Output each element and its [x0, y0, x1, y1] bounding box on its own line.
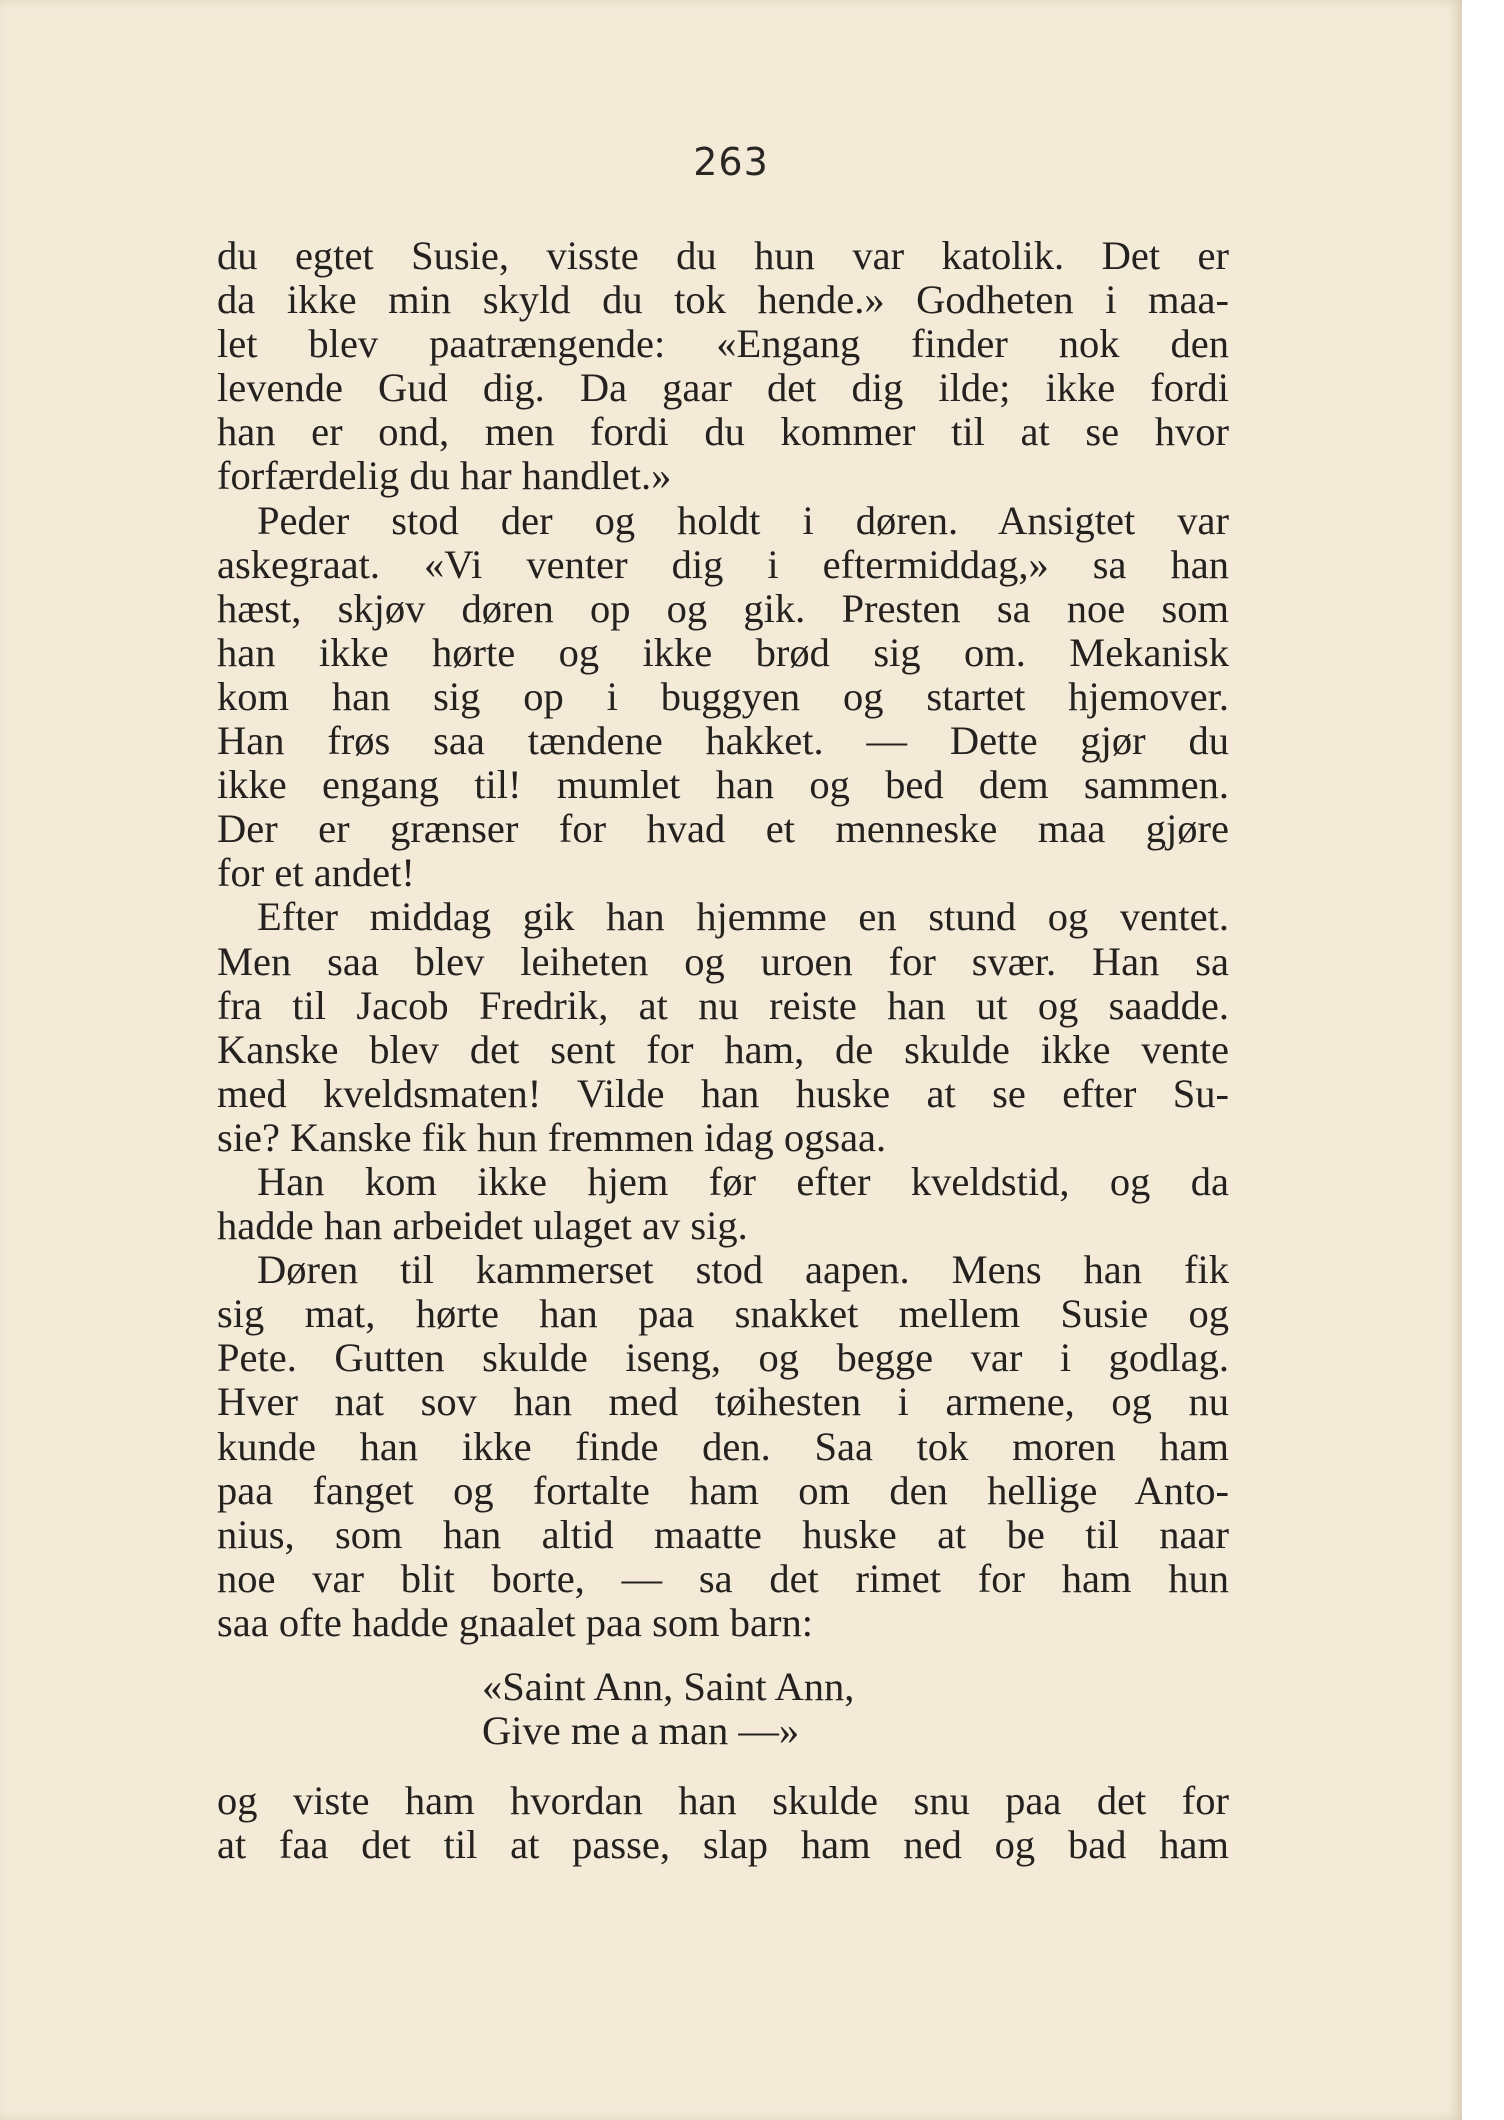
body-text-continued: [217, 1779, 1229, 1867]
text-line: da ikke min skyld du tok hende.» Godheten i maa-: [217, 277, 1229, 323]
text-line: Døren til kammerset stod aapen. Mens han fik: [257, 1247, 1229, 1293]
text-line: paa fanget og fortalte ham om den hellige Anto-: [217, 1467, 1229, 1513]
text-line: noe var blit borte, — sa det rimet for ham hun: [217, 1555, 1229, 1601]
body-text: [217, 234, 1229, 1645]
text-line: saa ofte hadde gnaalet paa som barn:: [217, 1599, 813, 1645]
text-line: Han kom ikke hjem før efter kveldstid, og da: [257, 1158, 1229, 1204]
text-line: han er ond, men fordi du kommer til at se hvor: [217, 409, 1229, 455]
text-line: ikke engang til! mumlet han og bed dem sammen.: [217, 762, 1229, 808]
text-line: Peder stod der og holdt i døren. Ansigtet var: [257, 497, 1229, 543]
text-line: Efter middag gik han hjemme en stund og ventet.: [257, 894, 1229, 940]
text-line: askegraat. «Vi venter dig i eftermiddag,» sa han: [217, 541, 1229, 587]
text-line: Der er grænser for hvad et menneske maa gjøre: [217, 806, 1229, 852]
page-number: 263: [693, 140, 769, 184]
text-line: kom han sig op i buggyen og startet hjemover.: [217, 673, 1229, 719]
text-line: forfærdelig du har handlet.»: [217, 453, 672, 499]
text-line: han ikke hørte og ikke brød sig om. Mekanisk: [217, 629, 1229, 675]
text-line: Men saa blev leiheten og uroen for svær. Han sa: [217, 938, 1229, 984]
verse-line: Give me a man —»: [482, 1708, 800, 1754]
text-line: hadde han arbeidet ulaget av sig.: [217, 1203, 748, 1249]
text-line: sig mat, hørte han paa snakket mellem Susie og: [217, 1291, 1229, 1337]
text-line: let blev paatrængende: «Engang finder nok den: [217, 321, 1229, 367]
text-line: Pete. Gutten skulde iseng, og begge var i godlag.: [217, 1335, 1229, 1381]
text-line: kunde han ikke finde den. Saa tok moren ham: [217, 1423, 1229, 1469]
verse-block: [482, 1665, 854, 1753]
text-line: Han frøs saa tændene hakket. — Dette gjør du: [217, 718, 1229, 764]
text-line: hæst, skjøv døren op og gik. Presten sa noe som: [217, 585, 1229, 631]
text-line: og viste ham hvordan han skulde snu paa det for: [217, 1778, 1229, 1823]
verse-line: «Saint Ann, Saint Ann,: [482, 1664, 855, 1709]
text-line: du egtet Susie, visste du hun var katolik. Det er: [217, 233, 1229, 278]
text-line: Kanske blev det sent for ham, de skulde ikke vente: [217, 1026, 1229, 1072]
text-line: levende Gud dig. Da gaar det dig ilde; ikke fordi: [217, 365, 1229, 411]
text-line: nius, som han altid maatte huske at be til naar: [217, 1511, 1229, 1557]
text-line: at faa det til at passe, slap ham ned og bad ham: [217, 1822, 1229, 1868]
text-line: for et andet!: [217, 850, 415, 896]
text-line: Hver nat sov han med tøihesten i armene, og nu: [217, 1379, 1229, 1425]
text-line: med kveldsmaten! Vilde han huske at se efter Su-: [217, 1070, 1229, 1116]
text-line: sie? Kanske fik hun fremmen idag ogsaa.: [217, 1114, 887, 1160]
text-line: fra til Jacob Fredrik, at nu reiste han ut og saadde.: [217, 982, 1229, 1028]
